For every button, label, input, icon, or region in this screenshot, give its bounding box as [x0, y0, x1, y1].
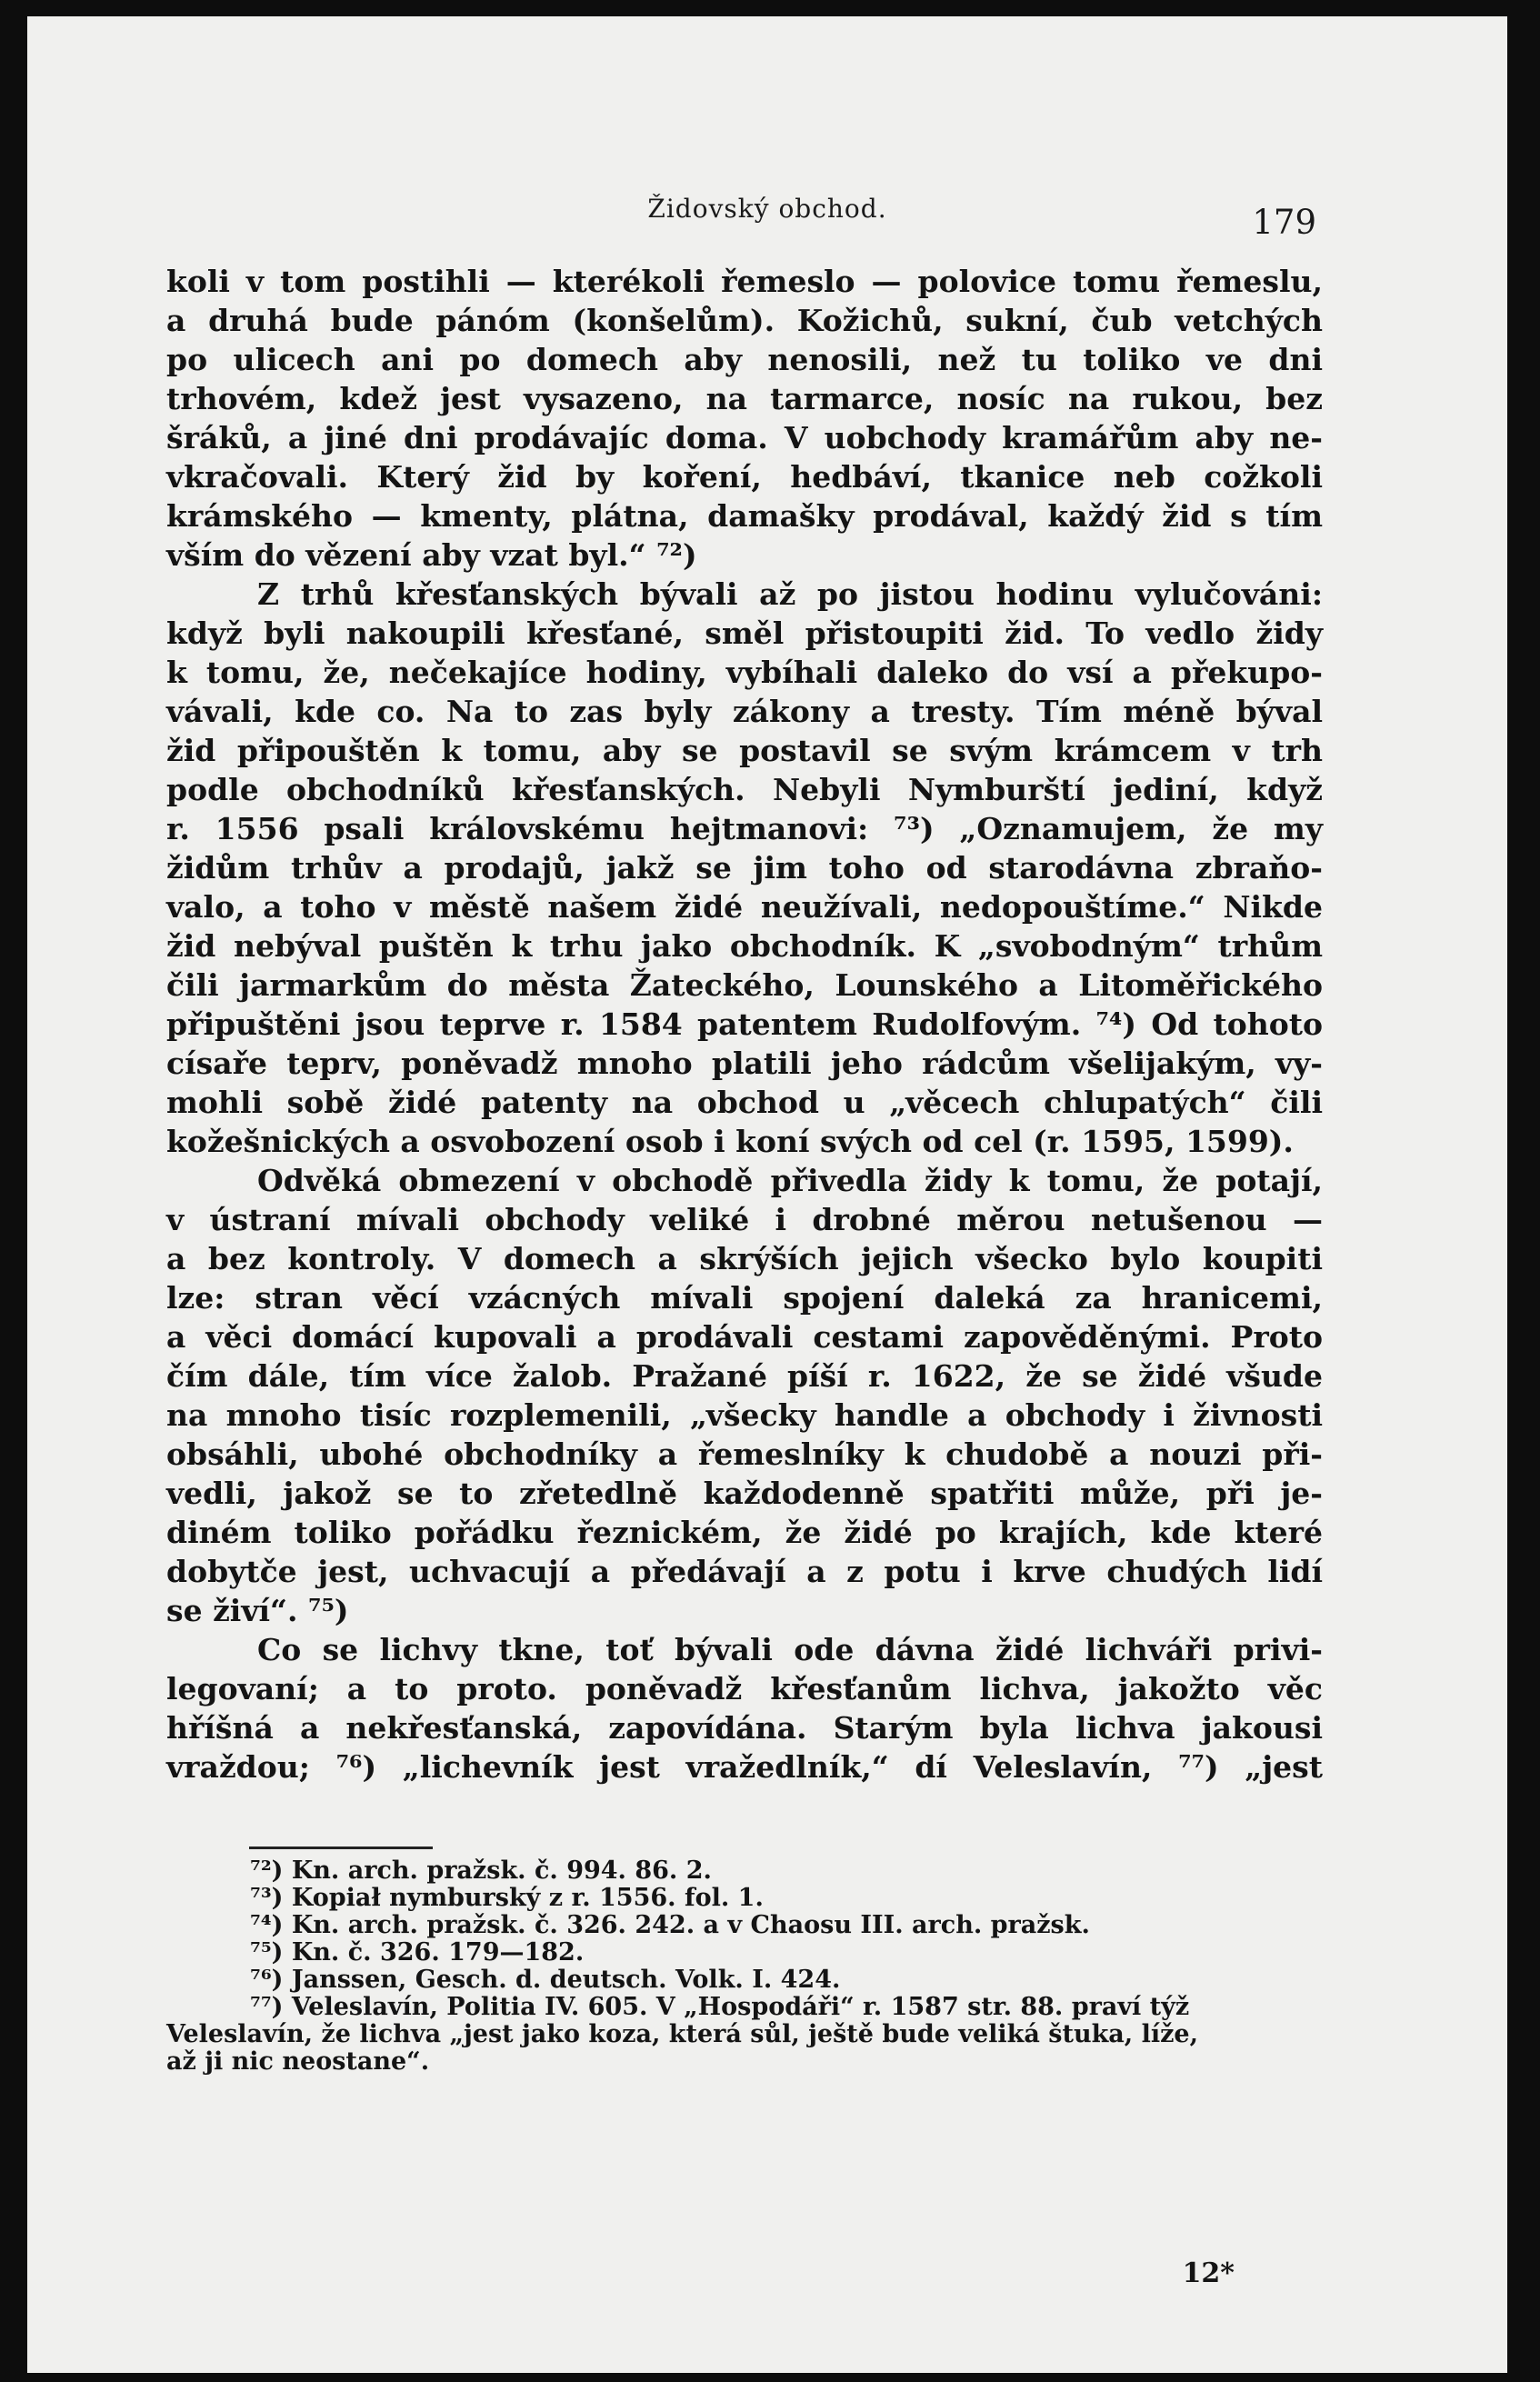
text-line: a druhá bude pánóm (konšelům). Kožichů, sukní, čub vetchých: [166, 303, 1323, 338]
text-line: po ulicech ani po domech aby nenosili, než tu toliko ve dni: [166, 342, 1323, 377]
signature-mark: 12*: [1182, 2257, 1235, 2289]
text-line: čili jarmarkům do města Žateckého, Lounského a Litoměřického: [166, 967, 1323, 1003]
text-line: připuštěni jsou teprve r. 1584 patentem Rudolfovým. ⁷⁴) Od tohoto: [166, 1006, 1323, 1042]
chapter-title: Židovský obchod.: [647, 194, 887, 224]
text-line: podle obchodníků křesťanských. Nebyli Nymburští jediní, když: [166, 772, 1323, 807]
text-line: diném toliko pořádku řeznickém, že židé po krajích, kde které: [166, 1515, 1323, 1550]
text-line: vedli, jakož se to zřetedlně každodenně spatřiti může, při je-: [166, 1476, 1323, 1511]
text-line: vávali, kde co. Na to zas byly zákony a tresty. Tím méně býval: [166, 694, 1323, 729]
text-line: hříšná a nekřesťanská, zapovídána. Starým byla lichva jakousi: [166, 1710, 1323, 1746]
footnote: ⁷⁷) Veleslavín, Politia IV. 605. V „Hospodáři“ r. 1587 str. 88. praví týž: [250, 1993, 1190, 2021]
text-line: vkračovali. Který žid by koření, hedbáví, tkanice neb cožkoli: [166, 459, 1323, 495]
running-header: [27, 194, 1507, 242]
text-line: k tomu, že, nečekajíce hodiny, vybíhali daleko do vsí a překupo-: [166, 655, 1323, 690]
text-line: dobytče jest, uchvacují a předávají a z potu i krve chudých lidí: [166, 1554, 1323, 1589]
text-line: lze: stran věcí vzácných mívali spojení daleká za hranicemi,: [166, 1280, 1323, 1316]
footnote: ⁷³) Kopiał nymburský z r. 1556. fol. 1.: [250, 1884, 764, 1912]
text-line: Co se lichvy tkne, toť bývali ode dávna židé lichváři privi-: [257, 1632, 1323, 1667]
text-line: Odvěká obmezení v obchodě přivedla židy k tomu, že potají,: [257, 1163, 1323, 1198]
footnote-continuation: až ji nic neostane“.: [166, 2047, 430, 2076]
text-line: a bez kontroly. V domech a skrýších jejich všecko bylo koupiti: [166, 1241, 1323, 1276]
footnote: ⁷⁶) Janssen, Gesch. d. deutsch. Volk. I. 424.: [250, 1966, 841, 1994]
text-line: legovaní; a to proto. poněvadž křesťanům lichva, jakožto věc: [166, 1671, 1323, 1706]
text-line: šráků, a jiné dni prodávajíc doma. V uobchody kramářům aby ne-: [166, 420, 1323, 455]
text-line: koli v tom postihli — kterékoli řemeslo — polovice tomu řemeslu,: [166, 264, 1323, 299]
footnotes: [166, 1857, 1323, 2076]
text-line: a věci domácí kupovali a prodávali cestami zapověděnými. Proto: [166, 1319, 1323, 1355]
text-line: židům trhův a prodajů, jakž se jim toho od starodávna zbraňo-: [166, 850, 1323, 886]
text-line: se živí“. ⁷⁵): [166, 1593, 349, 1628]
text-line: na mnoho tisíc rozplemenili, „všecky handle a obchody i živnosti: [166, 1397, 1323, 1433]
text-line: čím dále, tím více žalob. Pražané píší r. 1622, že se židé všude: [166, 1358, 1323, 1394]
text-line: v ústraní mívali obchody veliké i drobné měrou netušenou —: [166, 1202, 1323, 1237]
text-line: obsáhli, ubohé obchodníky a řemeslníky k chudobě a nouzi při-: [166, 1436, 1323, 1472]
text-line: valo, a toho v městě našem židé neužívali, nedopouštíme.“ Nikde: [166, 889, 1323, 925]
text-line: r. 1556 psali královskému hejtmanovi: ⁷³) „Oznamujem, že my: [166, 811, 1323, 846]
text-line: žid nebýval puštěn k trhu jako obchodník. K „svobodným“ trhům: [166, 928, 1323, 964]
text-line: když byli nakoupili křesťané, směl přistoupiti žid. To vedlo židy: [166, 616, 1323, 651]
text-line: kožešnických a osvobození osob i koní svých od cel (r. 1595, 1599).: [166, 1124, 1294, 1159]
text-line: krámského — kmenty, plátna, damašky prodával, každý žid s tím: [166, 498, 1323, 534]
footnote-divider: [249, 1847, 433, 1849]
footnote: ⁷²) Kn. arch. pražsk. č. 994. 86. 2.: [250, 1857, 712, 1885]
text-line: mohli sobě židé patenty na obchod u „věcech chlupatých“ čili: [166, 1085, 1323, 1120]
text-line: Z trhů křesťanských bývali až po jistou hodinu vylučováni:: [257, 576, 1323, 612]
text-line: žid připouštěn k tomu, aby se postavil se svým krámcem v trh: [166, 733, 1323, 768]
main-text: [166, 262, 1323, 1786]
footnote: ⁷⁴) Kn. arch. pražsk. č. 326. 242. a v Chaosu III. arch. pražsk.: [250, 1911, 1090, 1939]
text-line: vraždou; ⁷⁶) „lichevník jest vražedlník,“ dí Veleslavín, ⁷⁷) „jest: [166, 1749, 1323, 1785]
footnote: ⁷⁵) Kn. č. 326. 179—182.: [250, 1938, 585, 1967]
book-page: [27, 16, 1507, 2373]
text-line: vším do vězení aby vzat byl.“ ⁷²): [166, 537, 697, 573]
footnote-continuation: Veleslavín, že lichva „jest jako koza, která sůl, ještě bude veliká štuka, líže,: [166, 2020, 1199, 2048]
text-line: trhovém, kdež jest vysazeno, na tarmarce, nosíc na rukou, bez: [166, 381, 1323, 416]
page-number: 179: [1252, 203, 1316, 242]
text-line: císaře teprv, poněvadž mnoho platili jeho rádcům všelijakým, vy-: [166, 1046, 1323, 1081]
